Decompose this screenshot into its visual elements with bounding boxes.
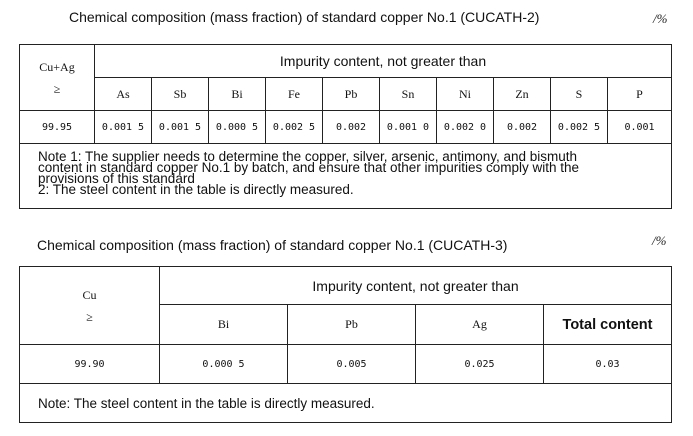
table1-notes — [20, 144, 672, 209]
main-element-label: Cu — [82, 287, 97, 302]
impurity-header: Impurity content, not greater than — [95, 45, 672, 78]
value-cell: 0.001 5 — [95, 111, 152, 144]
note-line: provisions of this standard — [38, 171, 195, 186]
element-header: Ni — [437, 78, 494, 111]
value-cell: 0.002 5 — [551, 111, 608, 144]
note-line: 2: The steel content in the table is directly measured. — [38, 182, 354, 197]
table1-unit: /% — [653, 11, 668, 26]
table1-title: Chemical composition (mass fraction) of standard copper No.1 (CUCATH-2) — [69, 9, 540, 25]
value-cell: 0.002 5 — [266, 111, 323, 144]
composition-table-cucath3 — [19, 266, 672, 423]
element-header: Pb — [288, 305, 416, 345]
value-cell: 0.025 — [416, 345, 544, 384]
composition-table-cucath2 — [19, 44, 672, 209]
impurity-header: Impurity content, not greater than — [160, 267, 672, 305]
total-value-cell: 0.03 — [544, 345, 672, 384]
value-cell: 0.000 5 — [209, 111, 266, 144]
element-header: As — [95, 78, 152, 111]
value-cell: 0.002 — [323, 111, 380, 144]
element-header: Pb — [323, 78, 380, 111]
main-element-label: Cu+Ag — [39, 59, 75, 74]
value-cell: 0.005 — [288, 345, 416, 384]
compare-sign: ≥ — [86, 309, 93, 324]
element-header: Ag — [416, 305, 544, 345]
main-value-cell: 99.90 — [20, 345, 160, 384]
value-cell: 0.002 — [494, 111, 551, 144]
element-header: Zn — [494, 78, 551, 111]
value-cell: 0.001 5 — [152, 111, 209, 144]
element-header: Bi — [160, 305, 288, 345]
compare-sign: ≥ — [53, 81, 61, 96]
value-cell: 0.001 — [608, 111, 672, 144]
value-cell: 0.000 5 — [160, 345, 288, 384]
main-element-header — [20, 267, 160, 345]
note-line: Note 1: The supplier needs to determine the copper, silver, arsenic, antimony, and bismuth — [38, 149, 578, 164]
note-line: content in standard copper No.1 by batch, and ensure that other impurities comply with the — [38, 160, 580, 175]
element-header: S — [551, 78, 608, 111]
element-header: Fe — [266, 78, 323, 111]
element-header: Bi — [209, 78, 266, 111]
total-content-header: Total content — [544, 305, 672, 345]
element-header: Sn — [380, 78, 437, 111]
main-value-cell: 99.95 — [20, 111, 95, 144]
element-header: Sb — [152, 78, 209, 111]
main-element-header — [20, 45, 95, 111]
table2-title: Chemical composition (mass fraction) of standard copper No.1 (CUCATH-3) — [37, 237, 508, 253]
value-cell: 0.002 0 — [437, 111, 494, 144]
element-header: P — [608, 78, 672, 111]
table2-unit: /% — [652, 233, 667, 248]
table2-note: Note: The steel content in the table is directly measured. — [20, 384, 672, 423]
value-cell: 0.001 0 — [380, 111, 437, 144]
